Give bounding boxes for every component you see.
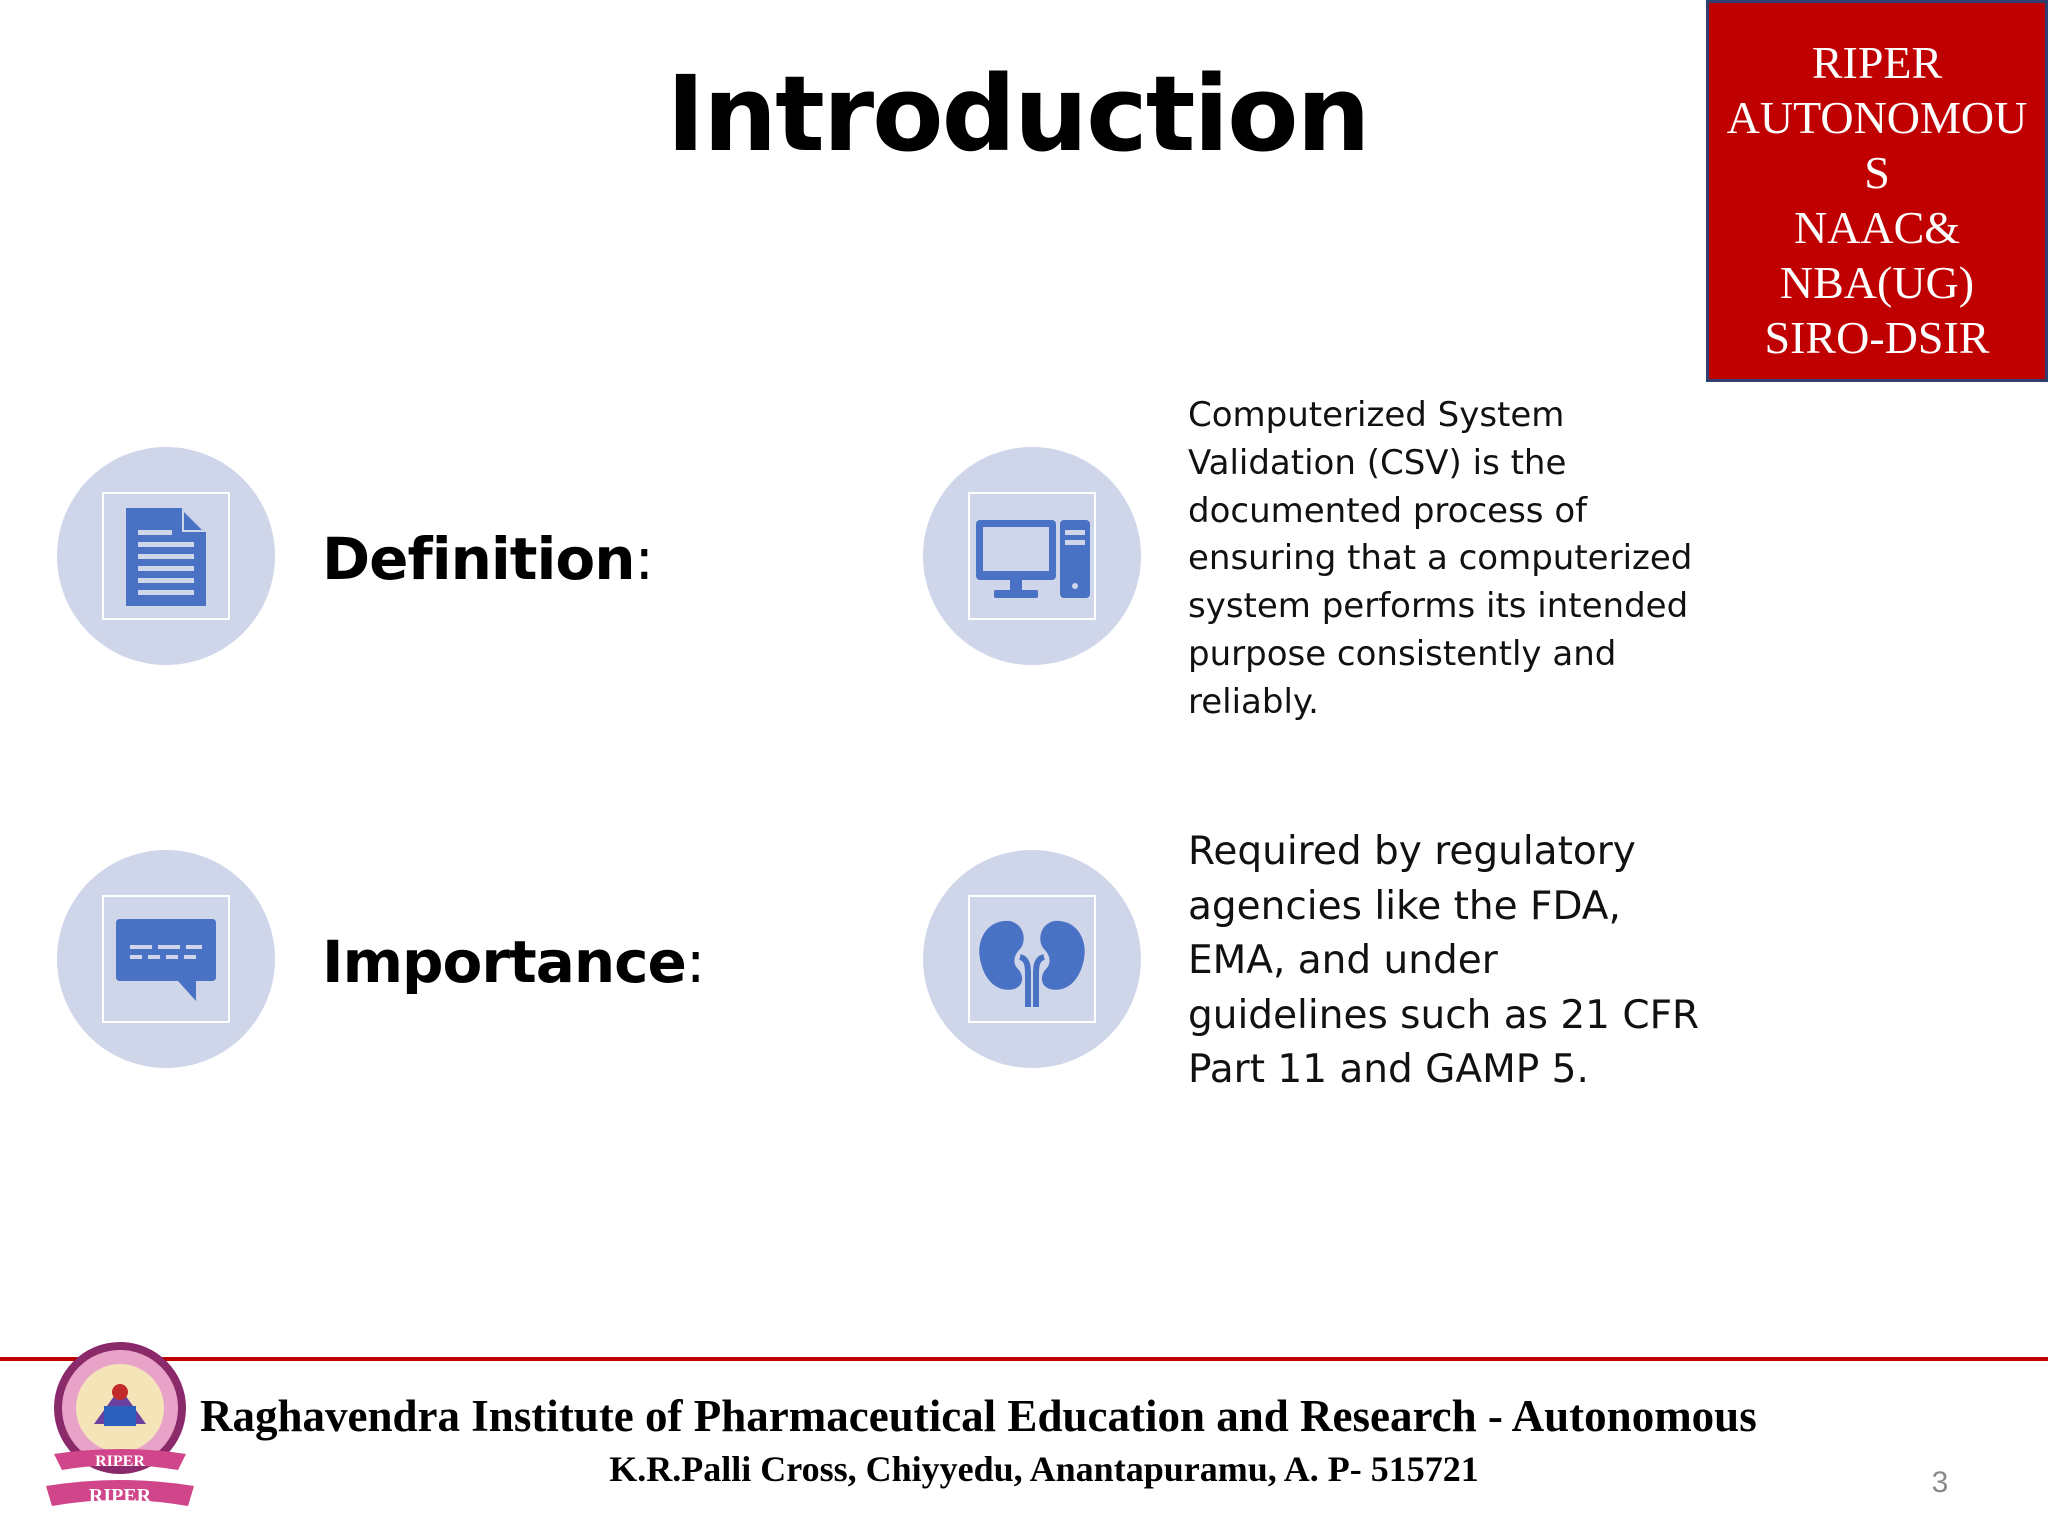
institution-seal-icon xyxy=(40,1336,200,1526)
definition-detail-icon-circle xyxy=(923,447,1141,665)
slide-title: Introduction xyxy=(666,53,1369,175)
computer-icon xyxy=(970,494,1094,618)
badge-line: AUTONOMOU xyxy=(1726,92,2028,143)
footer-divider xyxy=(0,1357,2048,1361)
badge-line: RIPER xyxy=(1811,37,1943,88)
importance-icon-circle xyxy=(57,850,275,1068)
badge-line: NBA(UG) xyxy=(1779,257,1975,308)
svg-text:RIPER: RIPER xyxy=(88,1485,152,1507)
document-icon xyxy=(104,494,228,618)
definition-label: Definition: xyxy=(322,525,654,593)
riper-logo xyxy=(40,1336,200,1526)
kidneys-icon xyxy=(970,897,1094,1021)
definition-description: Computerized System Validation (CSV) is the documented process of ensuring that a computerized system performs its intended purpose consistently and reliably. xyxy=(1188,395,1693,722)
svg-text:RIPER: RIPER xyxy=(95,1453,145,1470)
importance-label: Importance: xyxy=(322,928,705,996)
speech-bubble-icon xyxy=(104,897,228,1021)
page-number: 3 xyxy=(1931,1466,1949,1499)
badge-line: NAAC& xyxy=(1793,202,1961,253)
badge-line: SIRO-DSIR xyxy=(1764,312,1990,363)
institution-name: Raghavendra Institute of Pharmaceutical Education and Research - Autonomous xyxy=(200,1391,1757,1441)
badge-line: S xyxy=(1864,147,1890,198)
definition-icon-circle xyxy=(57,447,275,665)
importance-detail-icon-circle xyxy=(923,850,1141,1068)
accreditation-badge xyxy=(1706,0,2048,382)
importance-description: Required by regulatory agencies like the FDA, EMA, and under guidelines such as 21 CFR Part 11 and GAMP 5. xyxy=(1188,829,1700,1092)
institution-address: K.R.Palli Cross, Chiyyedu, Anantapuramu, A. P- 515721 xyxy=(609,1449,1479,1489)
